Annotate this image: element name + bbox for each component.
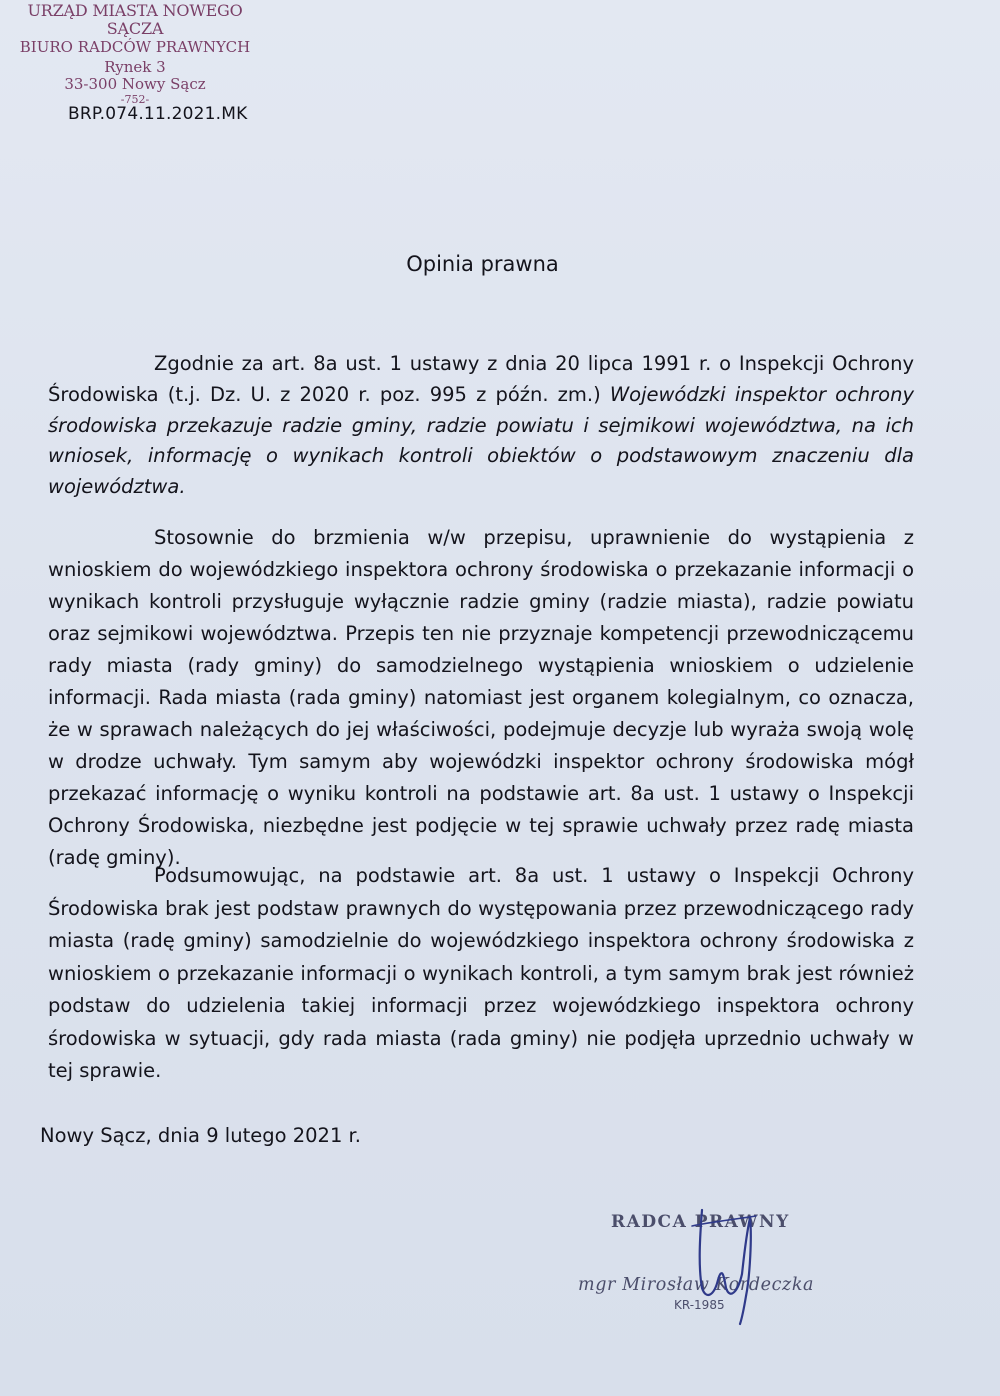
signature-stamp-name: mgr Mirosław Kordeczka	[578, 1275, 815, 1295]
paragraph-1-quote: Wojewódzki inspektor ochrony środowiska przekazuje radzie gminy, radzie powiatu i sejmikowi województwa, na ich wniosek, informację o wynikach kontroli obiektów o podstawowym znaczeniu dla województwa.	[48, 382, 915, 499]
handwritten-signature	[680, 1196, 780, 1326]
signature-stamp-id: KR-1985	[674, 1298, 725, 1312]
office-stamp	[10, 2, 260, 106]
stamp-line-office: URZĄD MIASTA NOWEGO SĄCZA	[27, 1, 243, 39]
stamp-line-department: BIURO RADCÓW PRAWNYCH	[19, 37, 251, 56]
document-title: Opinia prawna	[406, 252, 559, 276]
signature-stamp-title: RADCA PRAWNY	[611, 1212, 790, 1232]
reference-number: BRP.074.11.2021.MK	[68, 104, 248, 124]
stamp-line-street: Rynek 3	[104, 58, 166, 77]
paragraph-2: Stosownie do brzmienia w/w przepisu, uprawnienie do wystąpienia z wnioskiem do wojewódzkiego inspektora ochrony środowiska o przekazanie informacji o wynikach kontroli przysługuje wyłącznie radzie gminy (radzie miasta), radzie powiatu oraz sejmikowi województwa. Przepis ten nie przyznaje kompetencji przewodniczącemu rady miasta (rady gminy) do samodzielnego wystąpienia wnioskiem o udzielenie informacji. Rada miasta (rada gminy) natomiast jest organem kolegialnym, co oznacza, że w sprawach należących do jej właściwości, podejmuje decyzje lub wyraża swoją wolę w drodze uchwały. Tym samym aby wojewódzki inspektor ochrony środowiska mógł przekazać informację o wyniku kontroli na podstawie art. 8a ust. 1 ustawy o Inspekcji Ochrony Środowiska, niezbędne jest podjęcie w tej sprawie uchwały przez radę miasta (radę gminy).	[48, 526, 914, 869]
paragraph-1-plain: Zgodnie za art. 8a ust. 1 ustawy z dnia 20 lipca 1991 r. o Inspekcji Ochrony Środowiska (t.j. Dz. U. z 2020 r. poz. 995 z późn. zm.)	[48, 352, 914, 406]
stamp-line-city: 33-300 Nowy Sącz	[64, 75, 206, 94]
paragraph-1	[48, 349, 914, 503]
stamp-line-number: -752-	[120, 92, 150, 106]
place-and-date: Nowy Sącz, dnia 9 lutego 2021 r.	[40, 1124, 361, 1147]
paragraph-3: Podsumowując, na podstawie art. 8a ust. 1 ustawy o Inspekcji Ochrony Środowiska brak jest podstaw prawnych do występowania przez przewodniczącego rady miasta (radę gminy) samodzielnie do wojewódzkiego inspektora ochrony środowiska z wnioskiem o przekazanie informacji o wynikach kontroli, a tym samym brak jest również podstaw do udzielenia takiej informacji przez wojewódzkiego inspektora ochrony środowiska w sytuacji, gdy rada miasta (rada gminy) nie podjęła uprzednio uchwały w tej sprawie.	[48, 864, 914, 1082]
